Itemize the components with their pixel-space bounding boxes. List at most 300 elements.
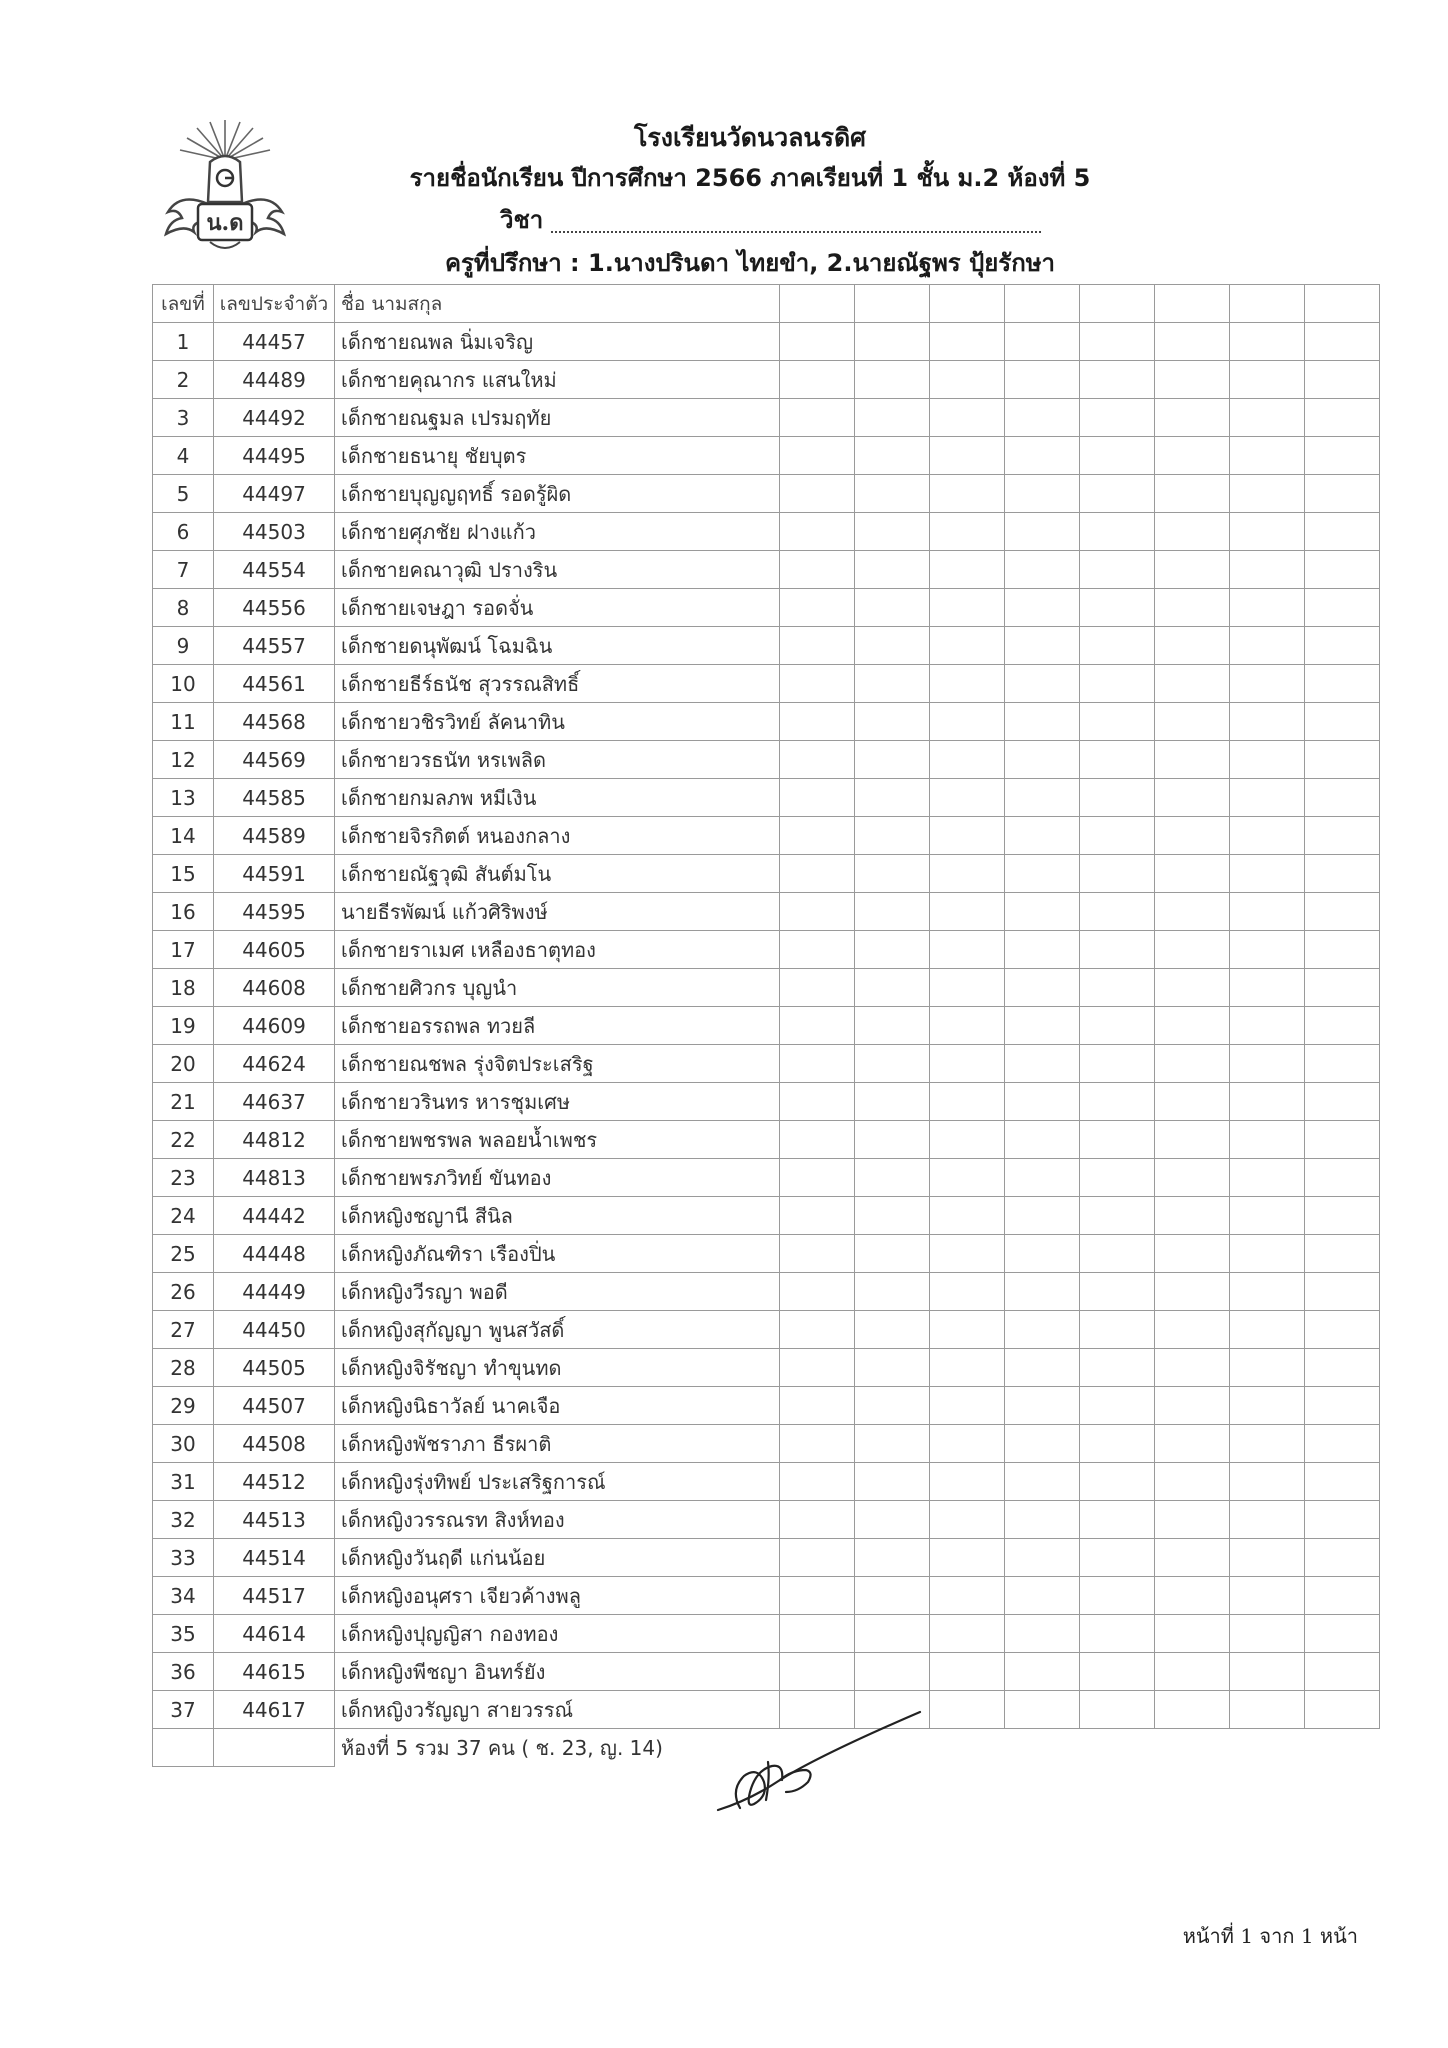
blank-cell [855, 1653, 930, 1691]
blank-cell [1230, 1539, 1305, 1577]
table-row [153, 741, 1380, 779]
blank-cell [780, 1273, 855, 1311]
blank-cell [1080, 1045, 1155, 1083]
blank-cell [780, 475, 855, 513]
blank-cell [855, 323, 930, 361]
school-emblem-icon [150, 112, 300, 262]
blank-cell [1080, 1425, 1155, 1463]
table-row [153, 1349, 1380, 1387]
blank-cell [1005, 1311, 1080, 1349]
blank-cell [1005, 513, 1080, 551]
student-name: เด็กชายพรภวิทย์ ขันทอง [335, 1159, 780, 1197]
blank-cell [1230, 1425, 1305, 1463]
blank-cell [930, 1653, 1005, 1691]
blank-cell [1305, 551, 1380, 589]
table-row [153, 855, 1380, 893]
table-row [153, 1273, 1380, 1311]
table-row [153, 779, 1380, 817]
blank-cell [855, 1235, 930, 1273]
blank-cell [1155, 893, 1230, 931]
blank-cell [1080, 665, 1155, 703]
blank-cell [780, 1083, 855, 1121]
student-id: 44450 [214, 1311, 335, 1349]
student-number: 6 [153, 513, 214, 551]
blank-cell [1080, 741, 1155, 779]
student-name: เด็กหญิงสุกัญญา พูนสวัสดิ์ [335, 1311, 780, 1349]
student-id: 44508 [214, 1425, 335, 1463]
blank-cell [1155, 817, 1230, 855]
blank-cell [1005, 969, 1080, 1007]
blank-cell [930, 589, 1005, 627]
blank-column [1305, 285, 1380, 323]
table-row [153, 551, 1380, 589]
student-number: 25 [153, 1235, 214, 1273]
blank-cell [1230, 589, 1305, 627]
blank-cell [780, 1349, 855, 1387]
blank-cell [780, 855, 855, 893]
blank-cell [855, 399, 930, 437]
blank-cell [1230, 1349, 1305, 1387]
student-name: เด็กชายกมลภพ หมีเงิน [335, 779, 780, 817]
subject-blank [551, 209, 1041, 233]
table-row [153, 589, 1380, 627]
table-row [153, 1045, 1380, 1083]
blank-cell [780, 817, 855, 855]
blank-cell [855, 437, 930, 475]
student-id: 44457 [214, 323, 335, 361]
blank-cell [930, 1387, 1005, 1425]
roster-body [153, 323, 1380, 1729]
blank-cell [1230, 437, 1305, 475]
blank-cell [1080, 893, 1155, 931]
blank-cell [930, 1539, 1005, 1577]
table-row [153, 931, 1380, 969]
table-row [153, 1463, 1380, 1501]
student-number: 9 [153, 627, 214, 665]
table-row [153, 399, 1380, 437]
blank-cell [855, 1121, 930, 1159]
blank-cell [1155, 1691, 1230, 1729]
blank-cell [1080, 1311, 1155, 1349]
blank-cell [930, 1501, 1005, 1539]
blank-cell [780, 1159, 855, 1197]
student-id: 44497 [214, 475, 335, 513]
table-row [153, 1121, 1380, 1159]
blank-cell [1305, 1273, 1380, 1311]
blank-cell [1305, 589, 1380, 627]
blank-cell [1005, 437, 1080, 475]
blank-cell [1305, 817, 1380, 855]
student-id: 44813 [214, 1159, 335, 1197]
blank-cell [1005, 779, 1080, 817]
blank-cell [1305, 1577, 1380, 1615]
blank-cell [1080, 1653, 1155, 1691]
student-name: เด็กชายคณาวุฒิ ปรางริน [335, 551, 780, 589]
blank-cell [1155, 589, 1230, 627]
blank-cell [1305, 931, 1380, 969]
student-number: 12 [153, 741, 214, 779]
blank-cell [1305, 475, 1380, 513]
blank-cell [1305, 703, 1380, 741]
student-name: เด็กชายจิรกิตต์ หนองกลาง [335, 817, 780, 855]
student-id: 44589 [214, 817, 335, 855]
student-number: 30 [153, 1425, 214, 1463]
blank-cell [1005, 665, 1080, 703]
blank-cell [1155, 1501, 1230, 1539]
blank-cell [930, 1691, 1005, 1729]
blank-cell [1230, 1387, 1305, 1425]
blank-cell [930, 817, 1005, 855]
blank-cell [1080, 969, 1155, 1007]
student-name: เด็กชายเจษฎา รอดจั่น [335, 589, 780, 627]
table-row [153, 1615, 1380, 1653]
blank-cell [780, 437, 855, 475]
student-number: 7 [153, 551, 214, 589]
blank-cell [1230, 1501, 1305, 1539]
blank-cell [1230, 1007, 1305, 1045]
student-id: 44507 [214, 1387, 335, 1425]
blank-cell [930, 1577, 1005, 1615]
blank-cell [1155, 855, 1230, 893]
student-name: เด็กชายธนายุ ชัยบุตร [335, 437, 780, 475]
blank-cell [1080, 855, 1155, 893]
header-id: เลขประจำตัว [214, 285, 335, 323]
table-row [153, 665, 1380, 703]
blank-cell [855, 931, 930, 969]
blank-cell [1230, 893, 1305, 931]
student-name: เด็กหญิงพัชราภา ธีรผาติ [335, 1425, 780, 1463]
blank-cell [930, 1463, 1005, 1501]
blank-cell [1155, 1463, 1230, 1501]
student-number: 27 [153, 1311, 214, 1349]
blank-cell [1305, 741, 1380, 779]
table-row [153, 1653, 1380, 1691]
blank-cell [780, 1121, 855, 1159]
blank-cell [1155, 1197, 1230, 1235]
student-number: 24 [153, 1197, 214, 1235]
blank-column [1230, 285, 1305, 323]
blank-cell [930, 893, 1005, 931]
blank-cell [1230, 931, 1305, 969]
blank-cell [1230, 1691, 1305, 1729]
student-name: เด็กหญิงชญานี สีนิล [335, 1197, 780, 1235]
student-number: 26 [153, 1273, 214, 1311]
student-id: 44556 [214, 589, 335, 627]
blank-column [780, 285, 855, 323]
table-row [153, 893, 1380, 931]
blank-cell [1230, 779, 1305, 817]
blank-cell [1155, 1121, 1230, 1159]
table-row [153, 817, 1380, 855]
blank-cell [1305, 1653, 1380, 1691]
table-row [153, 1197, 1380, 1235]
blank-cell [1005, 931, 1080, 969]
blank-cell [1230, 361, 1305, 399]
blank-cell [1080, 437, 1155, 475]
student-name: เด็กชายณฐมล เปรมฤทัย [335, 399, 780, 437]
blank-cell [1080, 703, 1155, 741]
student-number: 14 [153, 817, 214, 855]
student-number: 36 [153, 1653, 214, 1691]
student-id: 44442 [214, 1197, 335, 1235]
student-id: 44557 [214, 627, 335, 665]
blank-cell [1005, 627, 1080, 665]
table-row [153, 1083, 1380, 1121]
blank-cell [1305, 1691, 1380, 1729]
blank-cell [1155, 1311, 1230, 1349]
student-name: เด็กชายคุณากร แสนใหม่ [335, 361, 780, 399]
student-id: 44561 [214, 665, 335, 703]
blank-cell [1005, 1045, 1080, 1083]
blank-cell [1005, 1463, 1080, 1501]
blank-cell [1080, 1121, 1155, 1159]
table-row [153, 1159, 1380, 1197]
blank-cell [1305, 1425, 1380, 1463]
blank-cell [1305, 665, 1380, 703]
blank-cell [1230, 1083, 1305, 1121]
blank-cell [855, 1501, 930, 1539]
blank-cell [1080, 361, 1155, 399]
blank-cell [1305, 1197, 1380, 1235]
blank-cell [780, 1577, 855, 1615]
header-no: เลขที่ [153, 285, 214, 323]
advisor-teachers: ครูที่ปรึกษา : 1.นางปรินดา ไทยขำ, 2.นายณัฐพร ปุ้ยรักษา [444, 249, 1056, 277]
blank-column [1005, 285, 1080, 323]
blank-cell [1005, 741, 1080, 779]
blank-cell [780, 551, 855, 589]
page-number: หน้าที่ 1 จาก 1 หน้า [1182, 1924, 1358, 1948]
blank-cell [780, 323, 855, 361]
student-name: เด็กหญิงรุ่งทิพย์ ประเสริฐการณ์ [335, 1463, 780, 1501]
blank-cell [1080, 1349, 1155, 1387]
table-row [153, 1007, 1380, 1045]
table-row [153, 1235, 1380, 1273]
student-number: 15 [153, 855, 214, 893]
blank-cell [930, 969, 1005, 1007]
blank-cell [1230, 1577, 1305, 1615]
student-id: 44568 [214, 703, 335, 741]
student-name: เด็กชายพชรพล พลอยน้ำเพชร [335, 1121, 780, 1159]
blank-cell [1155, 1045, 1230, 1083]
table-row [153, 1425, 1380, 1463]
blank-cell [780, 1387, 855, 1425]
table-row [153, 703, 1380, 741]
blank-cell [1230, 399, 1305, 437]
student-number: 1 [153, 323, 214, 361]
blank-cell [855, 665, 930, 703]
summary-blank [153, 1729, 214, 1767]
table-row [153, 361, 1380, 399]
blank-cell [1005, 1501, 1080, 1539]
student-id: 44614 [214, 1615, 335, 1653]
blank-cell [855, 1273, 930, 1311]
blank-column [855, 285, 930, 323]
blank-cell [1155, 399, 1230, 437]
student-number: 3 [153, 399, 214, 437]
blank-cell [1230, 1235, 1305, 1273]
student-name: เด็กหญิงนิธาวัลย์ นาคเจือ [335, 1387, 780, 1425]
student-number: 31 [153, 1463, 214, 1501]
blank-cell [1305, 1349, 1380, 1387]
blank-cell [1155, 627, 1230, 665]
blank-cell [780, 1045, 855, 1083]
student-name: เด็กชายอรรถพล ทวยลี [335, 1007, 780, 1045]
student-name: เด็กหญิงวีรญา พอดี [335, 1273, 780, 1311]
blank-cell [855, 779, 930, 817]
blank-cell [1005, 855, 1080, 893]
table-row [153, 1539, 1380, 1577]
blank-cell [1080, 1615, 1155, 1653]
blank-cell [1155, 1653, 1230, 1691]
blank-cell [1005, 1349, 1080, 1387]
blank-cell [1305, 893, 1380, 931]
blank-cell [1155, 475, 1230, 513]
table-header-row [153, 285, 1380, 323]
blank-cell [930, 513, 1005, 551]
blank-cell [855, 1463, 930, 1501]
student-id: 44605 [214, 931, 335, 969]
student-id: 44637 [214, 1083, 335, 1121]
student-number: 21 [153, 1083, 214, 1121]
blank-cell [855, 1387, 930, 1425]
blank-cell [930, 627, 1005, 665]
blank-cell [1005, 1273, 1080, 1311]
blank-cell [855, 361, 930, 399]
blank-cell [1305, 1045, 1380, 1083]
student-name: นายธีรพัฒน์ แก้วศิริพงษ์ [335, 893, 780, 931]
blank-cell [1155, 1007, 1230, 1045]
student-number: 35 [153, 1615, 214, 1653]
blank-cell [1305, 969, 1380, 1007]
blank-cell [930, 475, 1005, 513]
student-id: 44513 [214, 1501, 335, 1539]
blank-cell [1080, 1197, 1155, 1235]
blank-cell [1305, 361, 1380, 399]
blank-cell [1080, 779, 1155, 817]
blank-cell [1230, 1653, 1305, 1691]
blank-cell [855, 1197, 930, 1235]
blank-cell [1230, 969, 1305, 1007]
student-name: เด็กชายวชิรวิทย์ ลัคนาทิน [335, 703, 780, 741]
blank-cell [1305, 399, 1380, 437]
blank-cell [1155, 1425, 1230, 1463]
blank-cell [1230, 817, 1305, 855]
student-name: เด็กหญิงจิรัชญา ทำขุนทด [335, 1349, 780, 1387]
blank-cell [1080, 1273, 1155, 1311]
blank-cell [1005, 323, 1080, 361]
student-name: เด็กหญิงภัณฑิรา เรืองปิ่น [335, 1235, 780, 1273]
student-name: เด็กชายธีร์ธนัช สุวรรณสิทธิ์ [335, 665, 780, 703]
blank-cell [1005, 1197, 1080, 1235]
student-number: 33 [153, 1539, 214, 1577]
student-name: เด็กชายวรธนัท หรเพลิด [335, 741, 780, 779]
blank-cell [855, 969, 930, 1007]
student-id: 44489 [214, 361, 335, 399]
student-id: 44514 [214, 1539, 335, 1577]
blank-cell [930, 1615, 1005, 1653]
blank-cell [1080, 1463, 1155, 1501]
student-id: 44554 [214, 551, 335, 589]
subject-line [500, 200, 1041, 239]
blank-cell [780, 627, 855, 665]
blank-cell [1305, 1615, 1380, 1653]
student-number: 13 [153, 779, 214, 817]
blank-cell [1005, 817, 1080, 855]
student-number: 10 [153, 665, 214, 703]
student-id: 44517 [214, 1577, 335, 1615]
student-id: 44615 [214, 1653, 335, 1691]
blank-cell [930, 1273, 1005, 1311]
blank-cell [1080, 931, 1155, 969]
blank-cell [930, 703, 1005, 741]
blank-cell [780, 1311, 855, 1349]
student-name: เด็กหญิงอนุศรา เจียวค้างพลู [335, 1577, 780, 1615]
blank-cell [1080, 1083, 1155, 1121]
logo-text: น.ด [206, 210, 244, 236]
blank-cell [780, 1235, 855, 1273]
blank-cell [855, 589, 930, 627]
blank-cell [855, 1045, 930, 1083]
blank-cell [1305, 1235, 1380, 1273]
blank-cell [930, 1311, 1005, 1349]
blank-cell [1230, 1311, 1305, 1349]
blank-cell [1080, 1007, 1155, 1045]
blank-cell [1155, 931, 1230, 969]
blank-cell [780, 1425, 855, 1463]
student-name: เด็กชายบุญญฤทธิ์ รอดรู้ผิด [335, 475, 780, 513]
student-name: เด็กหญิงพีชญา อินทร์ยัง [335, 1653, 780, 1691]
blank-cell [780, 1653, 855, 1691]
blank-cell [930, 931, 1005, 969]
blank-cell [1155, 1235, 1230, 1273]
student-id: 44595 [214, 893, 335, 931]
blank-column [930, 285, 1005, 323]
blank-cell [1230, 627, 1305, 665]
student-number: 8 [153, 589, 214, 627]
blank-cell [1005, 551, 1080, 589]
blank-cell [1155, 1159, 1230, 1197]
table-row [153, 1501, 1380, 1539]
blank-cell [1005, 1615, 1080, 1653]
blank-cell [1230, 665, 1305, 703]
blank-cell [930, 779, 1005, 817]
blank-cell [1155, 361, 1230, 399]
blank-cell [1305, 323, 1380, 361]
student-number: 37 [153, 1691, 214, 1729]
blank-cell [1230, 551, 1305, 589]
student-id: 44812 [214, 1121, 335, 1159]
student-number: 11 [153, 703, 214, 741]
student-id: 44503 [214, 513, 335, 551]
blank-cell [930, 1197, 1005, 1235]
table-row [153, 1387, 1380, 1425]
blank-cell [1080, 589, 1155, 627]
blank-cell [780, 1615, 855, 1653]
student-number: 2 [153, 361, 214, 399]
blank-cell [1230, 1615, 1305, 1653]
summary-blank [214, 1729, 335, 1767]
blank-cell [780, 779, 855, 817]
blank-cell [1005, 893, 1080, 931]
blank-cell [1230, 475, 1305, 513]
student-roster-table [152, 284, 1380, 1767]
blank-cell [1155, 1349, 1230, 1387]
student-id: 44448 [214, 1235, 335, 1273]
blank-cell [1230, 323, 1305, 361]
blank-cell [1305, 779, 1380, 817]
blank-cell [780, 361, 855, 399]
blank-cell [855, 893, 930, 931]
